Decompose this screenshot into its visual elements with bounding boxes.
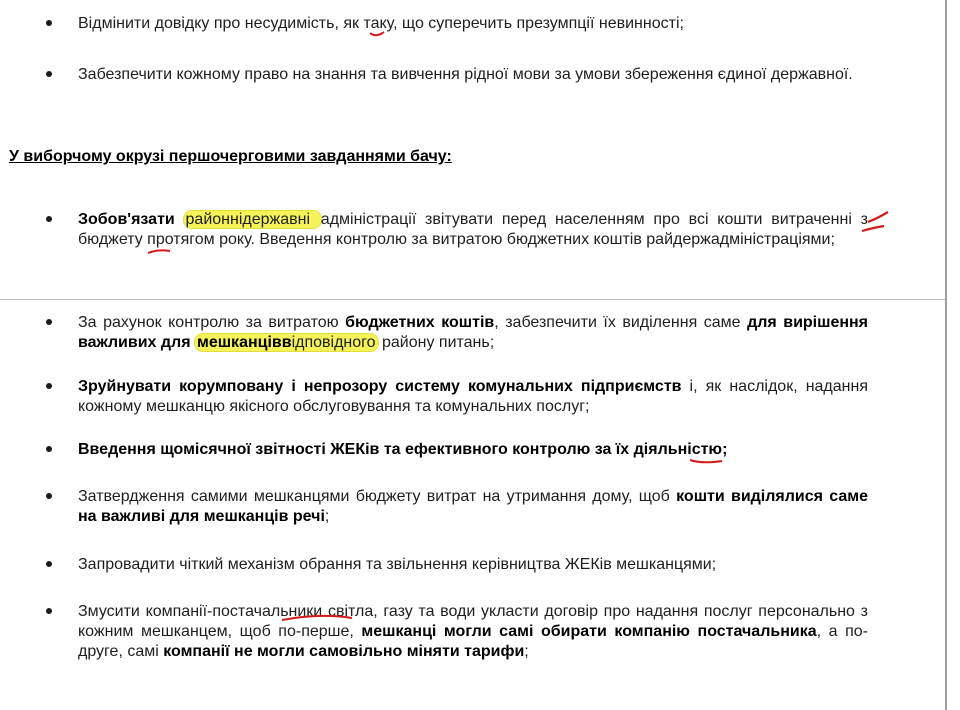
list-item-text: Введення щомісячної звітності ЖЕКів та ефективного контролю за їх діяльністю;	[78, 441, 728, 458]
highlighted-text: районнідержавні	[185, 211, 319, 228]
bullet-icon	[46, 493, 52, 499]
page-edge-rule	[945, 0, 947, 710]
list-item-text: Затвердження самими мешканцями бюджету витрат на утримання дому, щоб кошти виділялися саме на важливі для мешканців речі;	[78, 488, 868, 525]
bullet-icon	[46, 71, 52, 77]
bullet-icon	[46, 446, 52, 452]
bullet-icon	[46, 561, 52, 567]
bullet-icon	[46, 608, 52, 614]
bullet-icon	[46, 216, 52, 222]
page-break-line	[0, 299, 945, 300]
bullet-icon	[46, 319, 52, 325]
list-item-text: Зобов'язати районнідержавні адміністрації звітувати перед населенням про всі кошти витраченні з бюджету протягом року. Введення контролю за витратою бюджетних коштів райдержадміністраціями;	[78, 211, 868, 248]
list-item-text: Забезпечити кожному право на знання та вивчення рідної мови за умови збереження єдиної державної.	[78, 66, 853, 83]
list-item-text: Відмінити довідку про несудимість, як таку, що суперечить презумпції невинності;	[78, 15, 684, 32]
bullet-icon	[46, 383, 52, 389]
list-item-text: Зруйнувати корумповану і непрозору систему комунальних підприємств і, як наслідок, надання кожному мешканцю якісного обслуговування та комунальних послуг;	[78, 378, 868, 415]
highlighted-text: мешканціввідповідного	[196, 334, 376, 351]
bullet-icon	[46, 20, 52, 26]
list-item-text: Змусити компанії-постачальники світла, газу та води укласти договір про надання послуг персонально з кожним мешканцем, щоб по-перше, мешканці могли самі обирати компанію постачальника, а по-друге, самі компанії не могли самовільно міняти тарифи;	[78, 603, 869, 660]
list-item-text: За рахунок контролю за витратою бюджетних коштів, забезпечити їх виділення саме для вирішення важливих для мешканціввідповідного району питань;	[78, 314, 869, 351]
list-item-text: Запровадити чіткий механізм обрання та звільнення керівництва ЖЕКів мешканцями;	[78, 556, 717, 573]
section-heading: У виборчому окрузі першочерговими завданнями бачу:	[9, 148, 452, 165]
